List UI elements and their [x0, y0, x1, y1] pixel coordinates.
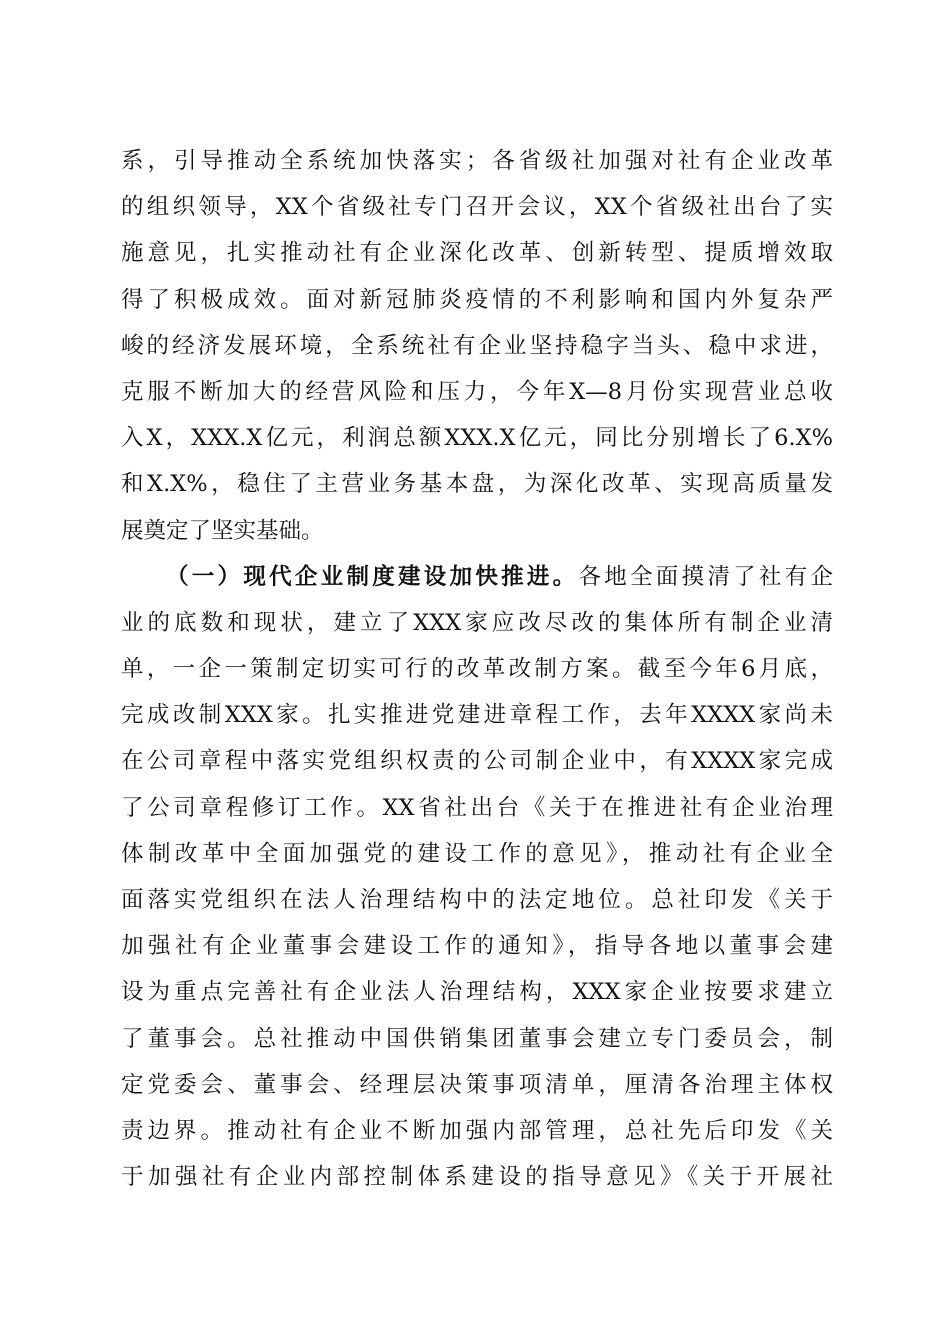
text-line: 得了积极成效。面对新冠肺炎疫情的不利影响和国内外复杂严 — [121, 286, 833, 313]
text-line: 系，引导推动全系统加快落实；各省级社加强对社有企业改革 — [121, 148, 833, 174]
text-line: 于加强社有企业内部控制体系建设的指导意见》《关于开展社 — [121, 1164, 833, 1191]
text-line: 定党委会、董事会、经理层决策事项清单，厘清各治理主体权 — [121, 1071, 833, 1098]
text-line: 展奠定了坚实基础。 — [121, 517, 324, 544]
text-line: 了公司章程修订工作。XX省社出台《关于在推进社有企业治理 — [121, 794, 833, 821]
text-line: 和X.X%，稳住了主营业务基本盘，为深化改革、实现高质量发 — [121, 471, 833, 498]
text-line: 加强社有企业董事会建设工作的通知》，指导各地以董事会建 — [121, 933, 833, 960]
paragraph-1 — [121, 138, 833, 554]
text-line: 峻的经济发展环境，全系统社有企业坚持稳字当头、稳中求进， — [121, 332, 833, 359]
document-body — [121, 138, 833, 1200]
text-line: 施意见，扎实推动社有企业深化改革、创新转型、提质增效取 — [121, 240, 833, 267]
text-line: 完成改制XXX家。扎实推进党建进章程工作，去年XXXX家尚未 — [121, 702, 833, 729]
text-line: 设为重点完善社有企业法人治理结构，XXX家企业按要求建立 — [121, 979, 833, 1006]
paragraph-2 — [121, 554, 833, 1201]
text-line-first — [121, 554, 833, 600]
text-line: 业的底数和现状，建立了XXX家应改尽改的集体所有制企业清 — [121, 609, 833, 636]
text-line: 在公司章程中落实党组织权责的公司制企业中，有XXXX家完成 — [121, 748, 833, 775]
text-run: 各地全面摸清了社有企 — [578, 563, 833, 590]
text-line: 了董事会。总社推动中国供销集团董事会建立专门委员会，制 — [121, 1025, 833, 1052]
text-line: 的组织领导，XX个省级社专门召开会议，XX个省级社出台了实 — [121, 194, 833, 221]
text-line: 体制改革中全面加强党的建设工作的意见》，推动社有企业全 — [121, 840, 833, 867]
text-line: 单，一企一策制定切实可行的改革改制方案。截至今年6月底， — [121, 656, 833, 683]
text-line: 责边界。推动社有企业不断加强内部管理，总社先后印发《关 — [121, 1117, 833, 1144]
text-line: 入X，XXX.X亿元，利润总额XXX.X亿元，同比分别增长了6.X% — [121, 425, 833, 452]
text-line: 面落实党组织在法人治理结构中的法定地位。总社印发《关于 — [121, 887, 833, 913]
section-heading: （一）现代企业制度建设加快推进。 — [166, 563, 579, 590]
text-line: 克服不断加大的经营风险和压力，今年X—8月份实现营业总收 — [121, 378, 833, 405]
